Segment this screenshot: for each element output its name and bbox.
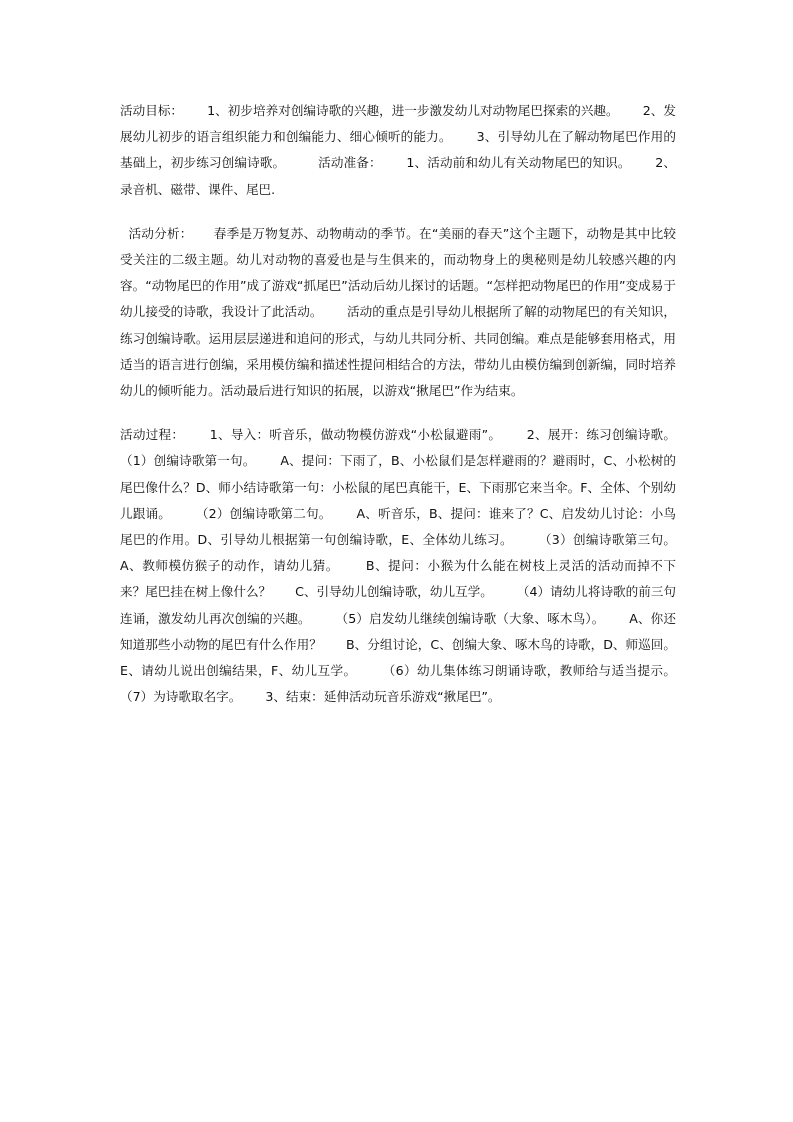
paragraph-activity-analysis: 活动分析： 春季是万物复苏、动物萌动的季节。在“美丽的春天”这个主题下，动物是其中比较受关注的二级主题。幼儿对动物的喜爱也是与生俱来的，而动物身上的奥秘则是幼儿较感兴趣的内容。“动物尾巴的作用”成了游戏“抓尾巴”活动后幼儿探讨的话题。“怎样把动物尾巴的作用”变成易于幼儿接受的诗歌，我设计了此活动。 活动的重点是引导幼儿根据所了解的动物尾巴的有关知识，练习创编诗歌。运用层层递进和追问的形式，与幼儿共同分析、共同创编。难点是能够套用格式，用适当的语言进行创编，采用模仿编和描述性提问相结合的方法，带幼儿由模仿编到创新编，同时培养幼儿的倾听能力。活动最后进行知识的拓展，以游戏“揪尾巴”作为结束。 <box>120 225 676 399</box>
paragraph-activity-process: 活动过程： 1、导入：听音乐，做动物模仿游戏“小松鼠避雨”。 2、展开：练习创编诗歌。 （1）创编诗歌第一句。 A、提问：下雨了，B、小松鼠们是怎样避雨的？避雨时，C、小松树的尾巴像什么？D、师小结诗歌第一句：小松鼠的尾巴真能干，E、下雨那它来当伞。F、全体、个别幼儿跟诵。 （2）创编诗歌第二句。 A、听音乐，B、提问：谁来了？C、启发幼儿讨论：小鸟尾巴的作用。D、引导幼儿根据第一句创编诗歌，E、全体幼儿练习。 （3）创编诗歌第三句。 A、教师模仿猴子的动作，请幼儿猜。 B、提问：小猴为什么能在树枝上灵活的活动而掉不下来？尾巴挂在树上像什么？ C、引导幼儿创编诗歌，幼儿互学。 （4）请幼儿将诗歌的前三句连诵，激发幼儿再次创编的兴趣。 （5）启发幼儿继续创编诗歌（大象、啄木鸟）。 A、你还知道那些小动物的尾巴有什么作用？ B、分组讨论，C、创编大象、啄木鸟的诗歌，D、师巡回。E、请幼儿说出创编结果，F、幼儿互学。 （6）幼儿集体练习朗诵诗歌，教师给与适当提示。 （7）为诗歌取名字。 3、结束：延伸活动玩音乐游戏“揪尾巴”。 <box>120 427 701 705</box>
paragraph-activity-goals: 活动目标： 1、初步培养对创编诗歌的兴趣，进一步激发幼儿对动物尾巴探索的兴趣。 2、发展幼儿初步的语言组织能力和创编能力、细心倾听的能力。 3、引导幼儿在了解动物尾巴作用的基础上，初步练习创编诗歌。 活动准备： 1、活动前和幼儿有关动物尾巴的知识。 2、录音机、磁带、课件、尾巴. <box>120 103 676 197</box>
document-body <box>120 98 701 710</box>
